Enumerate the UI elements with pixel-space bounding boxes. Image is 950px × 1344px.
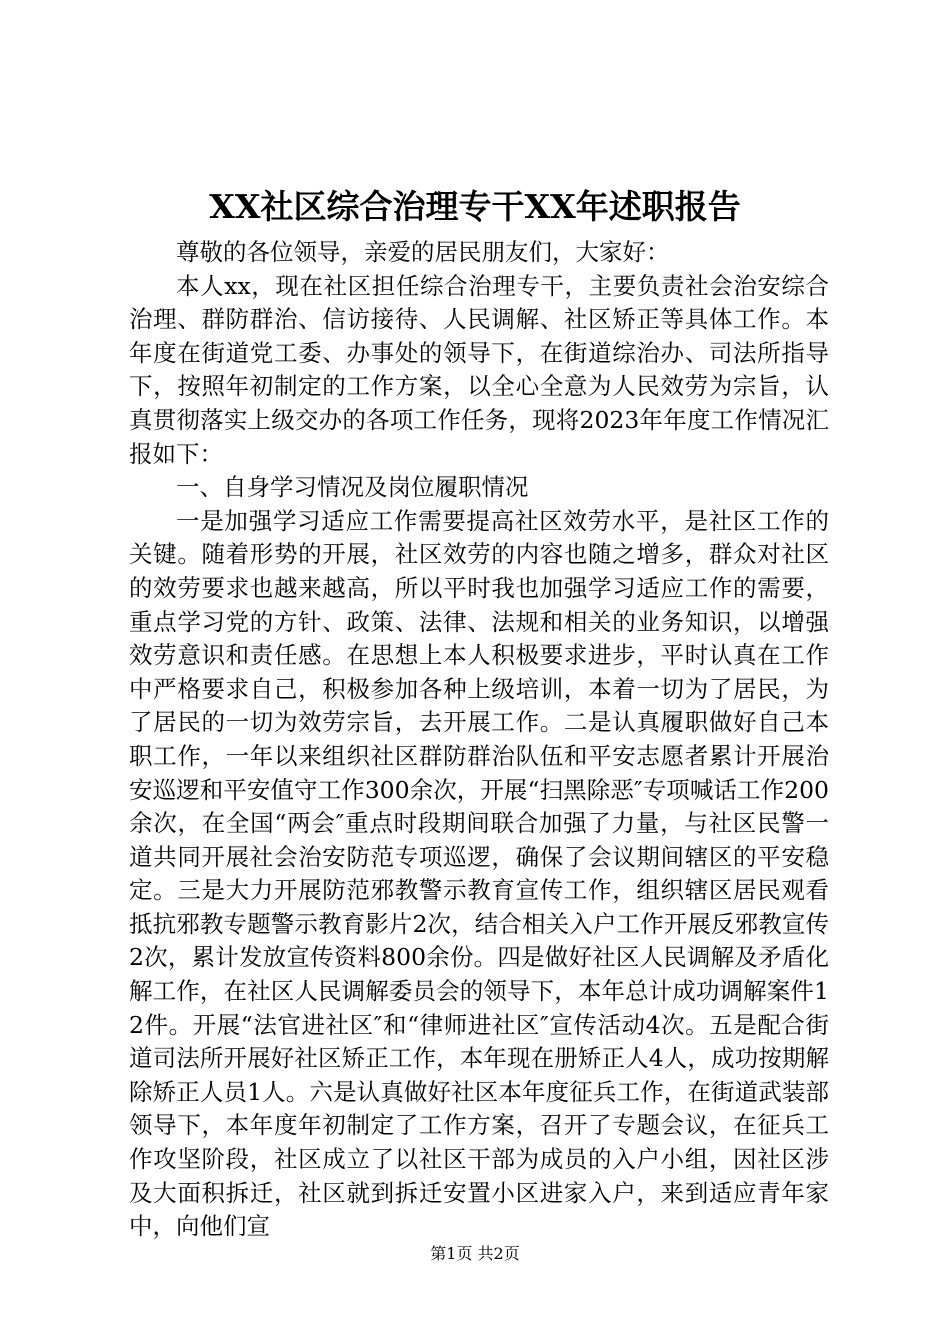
document-title: XX社区综合治理专干XX年述职报告 — [209, 187, 741, 226]
intro-paragraph: 本人xx，现在社区担任综合治理专干，主要负责社会治安综合治理、群防群治、信访接待、人民调解、社区矫正等具体工作。本年度在街道党工委、办事处的领导下，在街道综治办、司法所指导下，按照年初制定的工作方案，以全心全意为人民效劳为宗旨，认真贯彻落实上级交办的各项工作任务，现将2023年年度工作情况汇报如下： — [129, 271, 829, 468]
page-footer: 第1页 共2页 — [430, 1244, 520, 1263]
document-body — [129, 236, 829, 1244]
section-paragraph: 一是加强学习适应工作需要提高社区效劳水平，是社区工作的关键。随着形势的开展，社区效劳的内容也随之增多，群众对社区的效劳要求也越来越高，所以平时我也加强学习适应工作的需要，重点学习党的方针、政策、法律、法规和相关的业务知识，以增强效劳意识和责任感。在思想上本人积极要求进步，平时认真在工作中严格要求自己，积极参加各种上级培训，本着一切为了居民，为了居民的一切为效劳宗旨，去开展工作。二是认真履职做好自己本职工作，一年以来组织社区群防群治队伍和平安志愿者累计开展治安巡逻和平安值守工作300余次，开展“扫黑除恶″专项喊话工作200余次，在全国“两会″重点时段期间联合加强了力量，与社区民警一道共同开展社会治安防范专项巡逻，确保了会议期间辖区的平安稳定。三是大力开展防范邪教警示教育宣传工作，组织辖区居民观看抵抗邪教专题警示教育影片2次，结合相关入户工作开展反邪教宣传2次，累计发放宣传资料800余份。四是做好社区人民调解及矛盾化解工作，在社区人民调解委员会的领导下，本年总计成功调解案件12件。开展“法官进社区″和“律师进社区″宣传活动4次。五是配合街道司法所开展好社区矫正工作，本年现在册矫正人4人，成功按期解除矫正人员1人。六是认真做好社区本年度征兵工作，在街道武装部领导下，本年度年初制定了工作方案，召开了专题会议，在征兵工作攻坚阶段，社区成立了以社区干部为成员的入户小组，因社区涉及大面积拆迁，社区就到拆迁安置小区进家入户，来到适应青年家中，向他们宣 — [129, 506, 829, 1241]
section-heading: 一、自身学习情况及岗位履职情况 — [176, 473, 529, 502]
greeting-paragraph: 尊敬的各位领导，亲爱的居民朋友们，大家好： — [176, 238, 670, 266]
